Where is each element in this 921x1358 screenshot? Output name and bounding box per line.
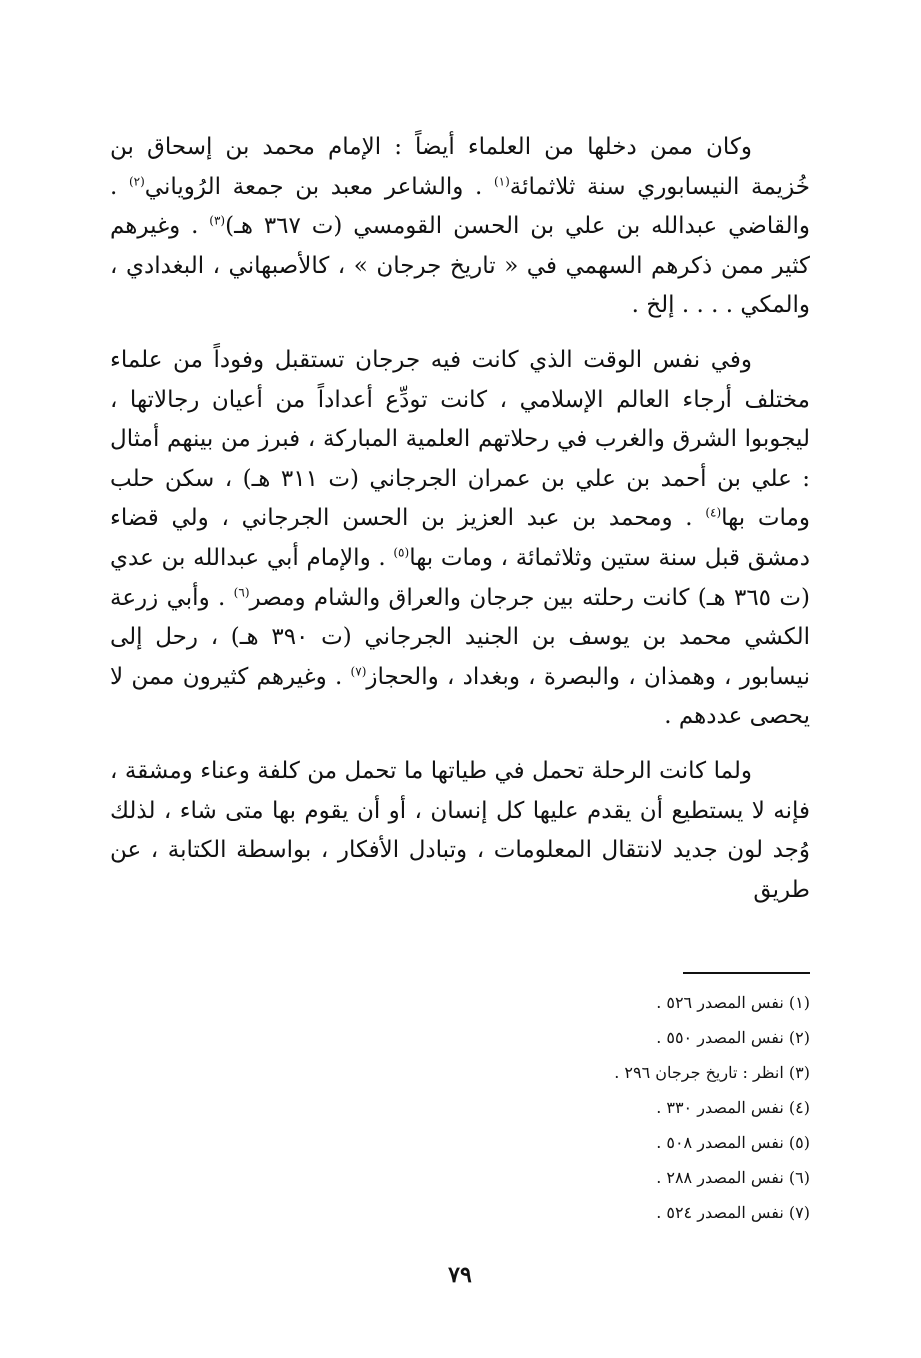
footnote-marker: (١) bbox=[493, 173, 510, 188]
footnote-separator bbox=[683, 972, 810, 974]
text-run: . وغيرهم كثير ممن ذكرهم السهمي في « تاريخ جرجان » ، كالأصبهاني ، البغدادي ، والمكي . . . . إلخ . bbox=[110, 213, 810, 319]
text-run: . ومحمد بن عبد العزيز بن الحسن الجرجاني ، ولي قضاء دمشق قبل سنة ستين وثلاثمائة ، ومات بها bbox=[110, 505, 810, 571]
footnote-item: (٣) انظر : تاريخ جرجان ٢٩٦ . bbox=[614, 1063, 810, 1082]
footnote-marker: (٤) bbox=[705, 505, 722, 520]
footnote-item: (٢) نفس المصدر ٥٥٠ . bbox=[656, 1028, 810, 1047]
paragraph bbox=[110, 341, 810, 737]
footnote-item: (٥) نفس المصدر ٥٠٨ . bbox=[656, 1133, 810, 1152]
paragraph bbox=[110, 128, 810, 326]
text-run: . والقاضي عبدالله بن علي بن الحسن القومسي (ت ٣٦٧ هـ) bbox=[110, 173, 810, 240]
text-run: ولما كانت الرحلة تحمل في طياتها ما تحمل من كلفة وعناء ومشقة ، فإنه لا يستطيع أن يقدم عليها كل إنسان ، أو أن يقوم بها متى شاء ، لذلك وُجد لون جديد لانتقال المعلومات ، وتبادل الأفكار ، بواسطة الكتابة ، عن طريق bbox=[110, 757, 810, 903]
text-run: . وغيرهم كثيرون ممن لا يحصى عددهم . bbox=[110, 663, 810, 730]
footnote-item: (٧) نفس المصدر ٥٢٤ . bbox=[656, 1203, 810, 1222]
footnote-item: (١) نفس المصدر ٥٢٦ . bbox=[656, 993, 810, 1012]
text-run: . وأبي زرعة الكشي محمد بن يوسف بن الجنيد الجرجاني (ت ٣٩٠ هـ) ، رحل إلى نيسابور ، وهمذان ، والبصرة ، وبغداد ، والحجاز bbox=[110, 584, 810, 690]
page-number: ٧٩ bbox=[448, 1262, 472, 1288]
main-text bbox=[110, 128, 810, 910]
footnotes bbox=[300, 992, 810, 1237]
footnote-item: (٦) نفس المصدر ٢٨٨ . bbox=[656, 1168, 810, 1187]
text-run: وفي نفس الوقت الذي كانت فيه جرجان تستقبل وفوداً من علماء مختلف أرجاء العالم الإسلامي ، كانت تودِّع أعداداً من أعيان رجالاتها ، ليجوبوا الشرق والغرب في رحلاتهم العلمية المباركة ، فبرز من بينهم أمثال : علي بن أحمد بن علي بن عمران الجرجاني (ت ٣١١ هـ) ، سكن حلب ومات بها bbox=[110, 346, 811, 532]
footnote-marker: (٣) bbox=[209, 213, 226, 228]
footnote-item: (٤) نفس المصدر ٣٣٠ . bbox=[656, 1098, 810, 1117]
text-run: . والإمام أبي عبدالله بن عدي (ت ٣٦٥ هـ) كانت رحلته بين جرجان والعراق والشام ومصر bbox=[110, 544, 810, 611]
text-run: . والشاعر معبد بن جمعة الرُوياني bbox=[144, 173, 494, 200]
footnote-marker: (٧) bbox=[350, 664, 367, 679]
text-run: وكان ممن دخلها من العلماء أيضاً : الإمام محمد بن إسحاق بن خُزيمة النيسابوري سنة ثلاثمائة bbox=[110, 134, 810, 200]
paragraph bbox=[110, 752, 810, 910]
footnote-marker: (٥) bbox=[393, 545, 410, 560]
footnote-marker: (٢) bbox=[128, 173, 145, 188]
footnote-marker: (٦) bbox=[233, 584, 250, 599]
